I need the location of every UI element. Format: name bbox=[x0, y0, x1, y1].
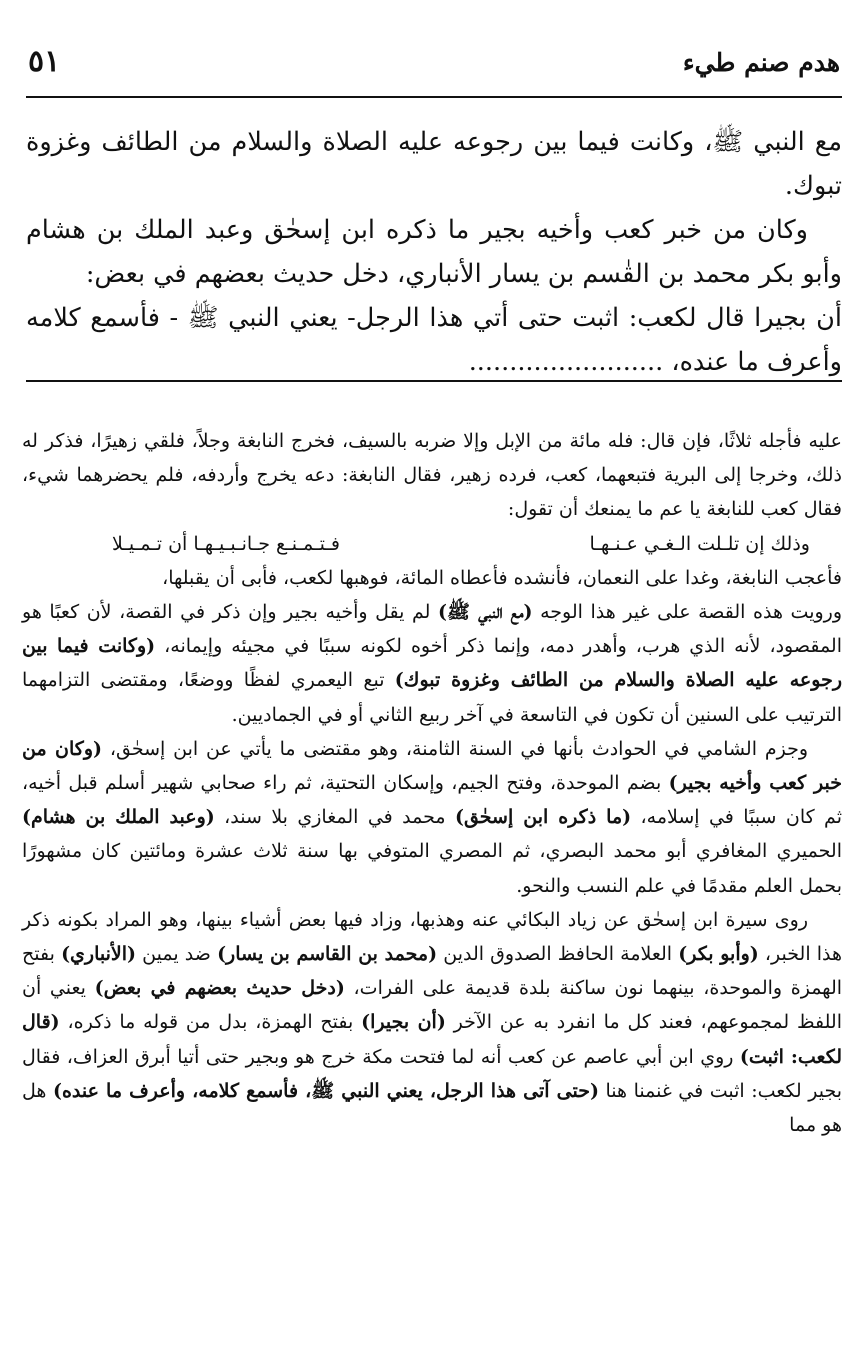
quoted-lemma: (محمد بن القاسم بن يسار) bbox=[217, 943, 438, 966]
commentary-text: يعني أن اللفظ لمجموعهم، فعند كل ما انفرد به عن الآخر bbox=[22, 977, 843, 1034]
page-number: ٥١ bbox=[28, 44, 61, 79]
main-paragraph: وكان من خبر كعب وأخيه بجير ما ذكره ابن إسحٰق وعبد الملك بن هشام وأبو بكر محمد بن القٰسم بن يسار الأنباري، دخل حديث بعضهم في بعض: bbox=[26, 215, 842, 289]
commentary bbox=[22, 424, 842, 1142]
commentary-text: هل هو مما bbox=[22, 1079, 842, 1137]
commentary-paragraph bbox=[22, 732, 842, 903]
quoted-lemma: (ما ذكره ابن إسحٰق) bbox=[454, 806, 632, 829]
chapter-title: هدم صنم طيء bbox=[682, 48, 840, 77]
quoted-lemma: (قال لكعب: اثبت) bbox=[22, 1011, 842, 1068]
quoted-lemma: (وكان من خبر كعب وأخيه بجير) bbox=[22, 737, 842, 795]
commentary-text: بفتح الهمزة، بدل من قوله ما ذكره، bbox=[67, 1011, 354, 1034]
commentary-text: روي ابن أبي عاصم عن كعب أنه لما فتحت مكة خرج هو وبجير حتى أتيا أبرق العزاف، فقال بجير لكعب: اثبت في غنمنا هنا bbox=[22, 1045, 842, 1102]
main-paragraph bbox=[26, 296, 842, 384]
header-divider bbox=[26, 96, 842, 98]
section-divider bbox=[26, 380, 842, 382]
verse-first-hemistich: وذلك إن تلـلت الـغـي عـنـهـا bbox=[589, 532, 810, 555]
commentary-text: محمد في المغازي بلا سند، bbox=[224, 806, 446, 829]
quoted-lemma: (وعبد الملك بن هشام) bbox=[22, 806, 215, 829]
main-paragraph: مع النبي ﷺ، وكانت فيما بين رجوعه عليه الصلاة والسلام من الطائف وغزوة تبوك. bbox=[26, 127, 842, 201]
commentary-text: بضم الموحدة، وفتح الجيم، وإسكان التحتية، ثم راء صحابي شهير أسلم قبل أخيه، ثم كان سببًا في إسلامه، bbox=[22, 772, 842, 829]
commentary-paragraph bbox=[22, 903, 842, 1142]
running-header bbox=[28, 44, 840, 84]
quoted-lemma: (أن بجيرا) bbox=[361, 1011, 446, 1034]
quoted-lemma: (الأنباري) bbox=[61, 943, 137, 966]
commentary-paragraph: عليه فأجله ثلاثًا، فإن قال: فله مائة من الإبل وإلا ضربه بالسيف، فخرج النابغة وجلاً، فلقي زهيرًا، فذكر له ذلك، وخرجا إلى البرية فتبعهما، كعب، فرده زهير، فقال النابغة: دعه يخرج وأردفه، فلم يحضرهما شيء، فقال كعب للنابغة يا عم ما يمنعك أن تقول: bbox=[22, 430, 842, 521]
quoted-lemma: (وأبو بكر) bbox=[678, 943, 759, 966]
quoted-lemma: (وكانت فيما بين رجوعه عليه الصلاة والسلام من الطائف وغزوة تبوك) bbox=[22, 635, 842, 692]
commentary-text: روى سيرة ابن إسحٰق عن زياد البكائي عنه وهذبها، وزاد فيها بعض أشياء بينها، وهو المراد بكونه ذكر هذا الخبر، bbox=[22, 908, 843, 966]
main-text bbox=[26, 120, 842, 384]
commentary-paragraph: فأعجب النابغة، وغدا على النعمان، فأنشده فأعطاه المائة، فوهبها لكعب، فأبى أن يقبلها، bbox=[162, 566, 842, 589]
quoted-lemma: (مع النبي ﷺ) bbox=[438, 601, 533, 624]
commentary-text: العلامة الحافظ الصدوق الدين bbox=[443, 943, 673, 966]
poem-verse bbox=[22, 527, 842, 561]
ellipsis-dots: ........................ bbox=[468, 347, 664, 377]
quoted-lemma: (دخل حديث بعضهم في بعض) bbox=[94, 977, 345, 1000]
commentary-text: ورويت هذه القصة على غير هذا الوجه bbox=[540, 601, 843, 624]
commentary-text: وجزم الشامي في الحوادث بأنها في السنة الثامنة، وهو مقتضى ما يأتي عن ابن إسحٰق، bbox=[109, 737, 808, 760]
commentary-paragraph bbox=[22, 595, 842, 732]
verse-second-hemistich: فـتـمـنـع جـانـبـيـهـا أن تـمـيـلا bbox=[112, 532, 340, 555]
commentary-text: ضد يمين bbox=[142, 943, 211, 966]
commentary-text: الحميري المغافري أبو محمد البصري، ثم المصري المتوفي بها سنة ثلاث عشرة ومائتين كان مشهورًا بحمل العلم مقدمًا في علم النسب والنحو. bbox=[22, 840, 842, 897]
main-paragraph-text: أن بجيرا قال لكعب: اثبت حتى أتي هذا الرجل- يعني النبي ﷺ - فأسمع كلامه وأعرف ما عنده، bbox=[26, 303, 842, 377]
commentary-text: بفتح الهمزة والموحدة، بينهما نون ساكنة بلدة قديمة على الفرات، bbox=[22, 943, 843, 1000]
quoted-lemma: (حتى آتى هذا الرجل، يعني النبي ﷺ، فأسمع كلامه، وأعرف ما عنده) bbox=[52, 1079, 599, 1102]
commentary-text: لم يقل وأخيه بجير وإن ذكر في القصة، لأن كعبًا هو المقصود، لأنه الذي هرب، وأهدر دمه، وإنما ذكر أخوه لكونه سببًا في مجيئه وإيمانه، bbox=[22, 601, 843, 658]
commentary-text: تبع اليعمري لفظًا ووضعًا، ومقتضى التزامهما الترتيب على السنين أن تكون في التاسعة في آخر ربيع الثاني أو في الجماديين. bbox=[22, 669, 842, 726]
